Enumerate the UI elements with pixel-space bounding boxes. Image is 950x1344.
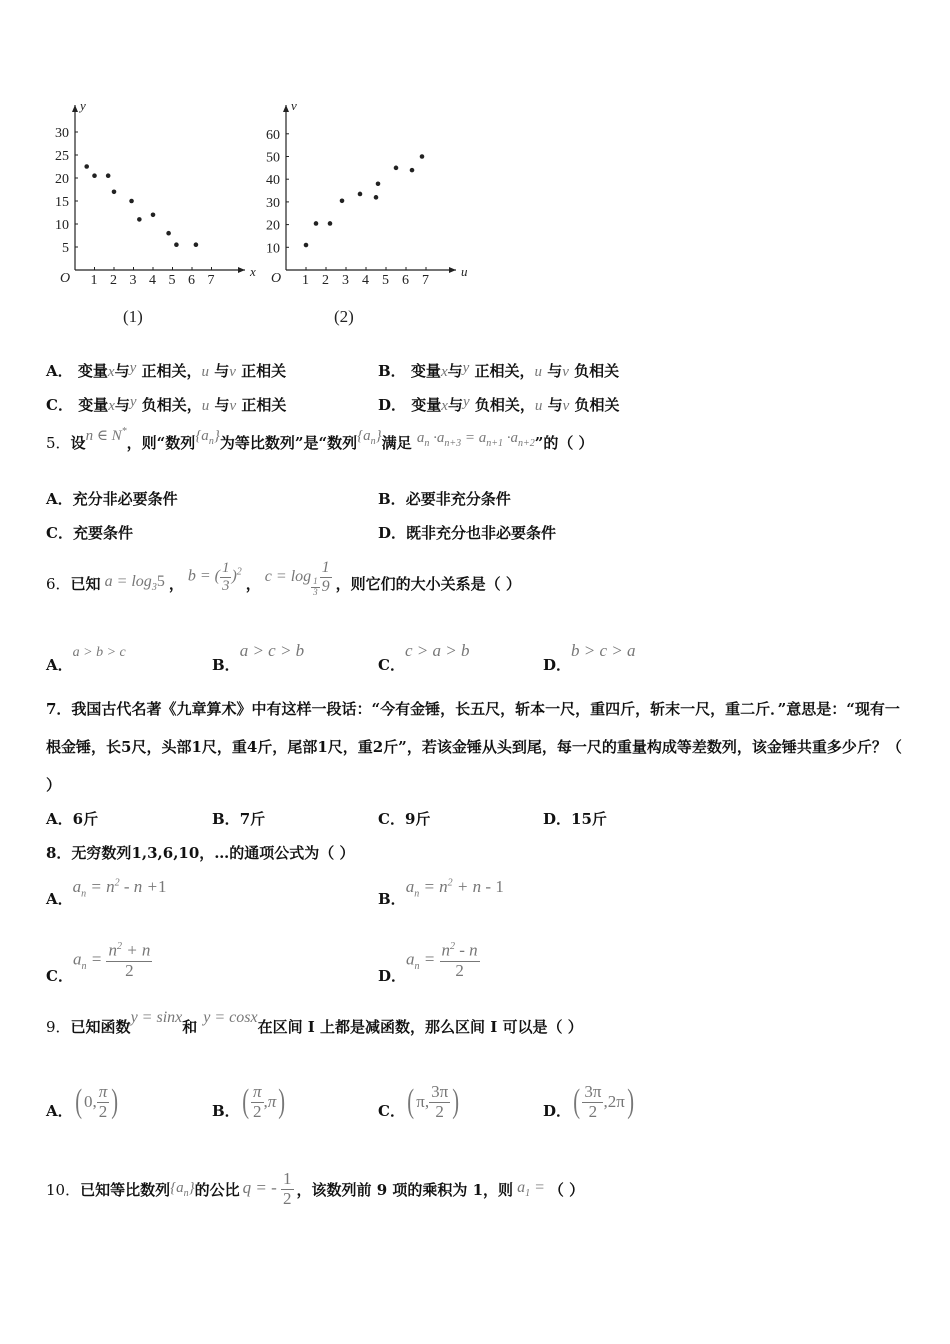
q8-option-b[interactable]	[378, 876, 504, 908]
data-point	[340, 198, 345, 203]
var-x: x	[440, 364, 448, 380]
stem-text: 设	[70, 434, 86, 452]
q4-option-a[interactable]	[46, 360, 286, 381]
math-n-in-N: n ∈ N*	[85, 426, 127, 444]
option-letter: D．	[378, 396, 407, 414]
q6-option-a[interactable]	[46, 640, 126, 674]
scatter-figures	[40, 98, 480, 338]
option-letter: B．	[378, 490, 406, 508]
y-tick-label: 20	[55, 172, 69, 187]
q5-option-a[interactable]	[46, 488, 178, 509]
q6-option-c[interactable]	[378, 640, 470, 674]
data-point	[394, 166, 399, 171]
option-letter: A．	[46, 490, 73, 508]
x-tick-label: 5	[382, 273, 389, 288]
data-point	[92, 173, 97, 178]
x-tick-label: 7	[207, 273, 215, 288]
option-text: 与	[542, 362, 563, 380]
option-text: 6斤	[72, 810, 99, 828]
var-x: x	[108, 398, 115, 414]
data-point	[376, 181, 381, 186]
data-point	[314, 221, 319, 226]
y-axis-arrow	[72, 105, 78, 112]
option-letter: A．	[46, 656, 73, 674]
x-tick-label: 2	[110, 273, 117, 288]
x-axis-arrow	[238, 267, 245, 273]
x-tick-label: 3	[129, 273, 137, 288]
option-text: 7斤	[239, 810, 266, 828]
y-axis-label: v	[291, 98, 297, 113]
stem-text: 已知函数	[70, 1018, 131, 1036]
option-math: $a_n = n^2 - n +1$	[72, 877, 167, 900]
option-letter: D．	[378, 524, 407, 542]
option-letter: C．	[46, 524, 73, 542]
var-x: x	[107, 364, 115, 380]
data-point	[328, 221, 333, 226]
math-seq-an: $\{a_n\}$	[195, 428, 220, 447]
option-text: 与	[447, 362, 463, 380]
y-tick-label: 50	[266, 150, 280, 166]
option-math: $a_n$ = $\frac{n^2 - n}{2}$	[406, 941, 478, 980]
y-tick-label: 25	[55, 149, 69, 164]
option-text: 负相关	[568, 362, 620, 380]
data-point	[420, 154, 425, 159]
option-letter: B．	[378, 362, 406, 380]
option-letter: B．	[212, 656, 240, 674]
stem-text: ，	[245, 574, 261, 593]
question-number: 9．	[46, 1018, 71, 1036]
var-v: v	[229, 398, 237, 414]
data-point	[374, 195, 379, 200]
option-letter: B．	[212, 1101, 240, 1120]
var-y: y	[129, 360, 137, 376]
origin-label: O	[60, 271, 71, 286]
question-10-stem	[46, 1166, 584, 1212]
origin-label: O	[271, 271, 282, 286]
scatter-plot-2	[266, 98, 468, 326]
data-point	[410, 168, 415, 173]
option-letter: C．	[46, 396, 73, 414]
q6-option-d[interactable]	[543, 640, 636, 674]
stem-text: ，则“数列	[126, 434, 196, 452]
figure-caption: (1)	[123, 307, 143, 326]
data-point	[304, 243, 309, 248]
option-text: 变量	[78, 396, 109, 414]
data-point	[129, 199, 134, 204]
option-text: 负相关，	[136, 396, 202, 414]
stem-text: 为等比数列”是“数列	[219, 434, 358, 452]
y-tick-label: 40	[266, 173, 280, 189]
option-text: 既非充分也非必要条件	[406, 524, 557, 542]
option-letter: D．	[543, 656, 572, 674]
x-axis-label: x	[250, 264, 256, 279]
math-q-value: q = - $\frac{1}{2}$	[242, 1168, 292, 1208]
option-letter: B．	[378, 890, 406, 908]
q5-option-d[interactable]	[378, 522, 556, 543]
math-seq-an: $\{a_n\}$	[170, 1179, 195, 1199]
option-math: c > a > b	[404, 641, 470, 660]
stem-text: 和	[182, 1018, 198, 1036]
q4-option-d[interactable]	[378, 394, 620, 415]
stem-text: （ ）	[548, 1180, 585, 1199]
x-axis-arrow	[449, 267, 456, 273]
q7-option-d[interactable]	[543, 808, 607, 829]
data-point	[137, 217, 142, 222]
q9-option-d[interactable]: D． ( $\frac{3\pi}{2}$ ,2π )	[543, 1081, 634, 1121]
option-math: $a_n = n^2 + n - 1$	[405, 877, 504, 900]
option-letter: C．	[378, 1101, 405, 1120]
option-text: 9斤	[404, 810, 431, 828]
x-tick-label: 4	[362, 273, 369, 288]
option-math: $a_n$ = $\frac{n^2 + n}{2}$	[72, 941, 151, 980]
option-letter: A．	[46, 810, 73, 828]
option-letter: D．	[543, 1101, 572, 1120]
option-text: 正相关，	[469, 362, 535, 380]
stem-text: ，	[168, 574, 184, 593]
var-u: u	[534, 398, 543, 414]
x-tick-label: 4	[149, 273, 156, 288]
option-letter: B．	[212, 810, 240, 828]
option-text: 与	[447, 396, 463, 414]
scatter-plot-1	[55, 98, 256, 326]
var-u: u	[534, 364, 543, 380]
option-math: a > b > c	[72, 645, 126, 660]
q7-option-c[interactable]	[378, 808, 430, 829]
q7-option-b[interactable]	[212, 808, 265, 829]
data-point	[194, 242, 199, 247]
y-tick-label: 20	[266, 218, 280, 234]
x-tick-label: 7	[422, 273, 429, 288]
var-v: v	[229, 364, 236, 380]
option-text: 正相关	[235, 362, 287, 380]
option-text: 与	[542, 396, 563, 414]
x-tick-label: 5	[168, 273, 176, 288]
math-a-def: $a = \log_35$	[104, 572, 165, 594]
math-a1: $a_1$ =	[517, 1178, 545, 1200]
option-letter: D．	[378, 966, 407, 985]
data-point	[151, 213, 156, 218]
option-text: 必要非充分条件	[405, 490, 511, 508]
option-text: 与	[208, 362, 230, 380]
stem-text: 的公比	[194, 1180, 240, 1199]
y-tick-label: 60	[266, 127, 280, 143]
option-text: 与	[114, 396, 130, 414]
data-point	[174, 242, 179, 247]
stem-text: 在区间 I 上都是减函数，那么区间 I 可以是（ ）	[257, 1018, 583, 1036]
option-letter: D．	[543, 810, 572, 828]
option-text: 正相关，	[136, 362, 202, 380]
option-letter: A．	[46, 890, 73, 908]
var-u: u	[201, 364, 209, 380]
data-point	[84, 164, 89, 169]
y-axis-arrow	[283, 105, 289, 112]
q8-option-a[interactable]	[46, 876, 167, 908]
q5-option-b[interactable]	[378, 488, 511, 509]
question-9-stem	[46, 1009, 583, 1037]
stem-text: ，则它们的大小关系是（ ）	[335, 574, 521, 593]
stem-text: ”的（ ）	[534, 434, 594, 452]
math-cos: y = cosx	[203, 1009, 258, 1026]
question-number: 10．	[46, 1180, 81, 1199]
option-letter: C．	[46, 966, 73, 985]
q4-option-b[interactable]	[378, 360, 619, 381]
x-tick-label: 1	[302, 273, 309, 288]
x-tick-label: 6	[188, 273, 195, 288]
data-point	[112, 190, 117, 195]
option-text: 与	[209, 396, 230, 414]
x-tick-label: 3	[342, 273, 349, 288]
option-math: a > c > b	[239, 641, 305, 660]
option-math: b > c > a	[571, 641, 636, 660]
q9-option-a[interactable]: A． ( 0, $\frac{\pi}{2}$ )	[46, 1081, 119, 1121]
option-letter: A．	[46, 1101, 73, 1120]
math-seq-an: $\{a_n\}$	[357, 428, 382, 447]
option-text: 15斤	[571, 810, 607, 828]
q8-option-c[interactable]	[46, 936, 152, 986]
q8-option-d[interactable]	[378, 936, 480, 986]
y-tick-label: 5	[62, 241, 69, 256]
stem-text: 已知等比数列	[80, 1180, 171, 1199]
q5-option-c[interactable]	[46, 522, 133, 543]
math-b-def: b = ( $\frac{1}{3}$ )$^2$	[187, 560, 242, 594]
var-v: v	[562, 398, 570, 414]
q6-option-b[interactable]	[212, 640, 305, 674]
option-letter: A．	[46, 362, 73, 380]
option-text: 充要条件	[72, 524, 133, 542]
option-text: 充分非必要条件	[72, 490, 178, 508]
y-tick-label: 30	[55, 126, 69, 141]
x-tick-label: 1	[90, 273, 98, 288]
y-tick-label: 15	[55, 195, 69, 210]
stem-text: ，该数列前 9 项的乘积为 1，则	[296, 1180, 514, 1199]
question-8-stem: 8．无穷数列1,3,6,10，…的通项公式为（ ）	[46, 844, 355, 862]
y-tick-label: 10	[266, 241, 280, 257]
var-x: x	[441, 398, 448, 414]
stem-text: 已知	[70, 574, 101, 593]
math-condition: $a_n \cdot a_{n+3} = a_{n+1} \cdot a_{n+2}$	[416, 430, 535, 449]
q9-option-b[interactable]: B． ( $\frac{\pi}{2}$ ,π )	[212, 1081, 286, 1121]
question-5-stem	[46, 426, 594, 455]
option-text: 变量	[411, 396, 442, 414]
x-axis-label: u	[461, 264, 468, 279]
question-6-stem	[46, 558, 521, 608]
var-y: y	[462, 394, 470, 410]
figure-caption: (2)	[334, 307, 354, 326]
y-tick-label: 30	[266, 195, 280, 211]
option-text: 负相关	[569, 396, 620, 414]
y-tick-label: 10	[55, 218, 69, 233]
math-sin: y = sinx	[130, 1009, 183, 1026]
var-u: u	[201, 398, 210, 414]
option-letter: C．	[378, 810, 405, 828]
option-text: 正相关	[236, 396, 287, 414]
math-c-def: c = log $\frac{1}{3}$ $\frac{1}{9}$	[264, 558, 330, 597]
var-y: y	[462, 360, 470, 376]
x-tick-label: 6	[402, 273, 409, 288]
option-text: 变量	[77, 362, 108, 380]
data-point	[358, 192, 363, 197]
var-v: v	[562, 364, 569, 380]
var-y: y	[129, 394, 137, 410]
q7-option-a[interactable]	[46, 808, 98, 829]
question-number: 6．	[46, 574, 71, 593]
option-text: 变量	[410, 362, 441, 380]
option-text: 与	[114, 362, 130, 380]
option-text: 负相关，	[469, 396, 535, 414]
stem-text: 满足	[381, 434, 412, 452]
question-number: 5．	[46, 434, 71, 452]
x-tick-label: 2	[322, 273, 329, 288]
question-7-stem: 7．我国古代名著《九章算术》中有这样一段话：“今有金锤，长五尺，斩本一尺，重四斤，斩末一尺，重二斤．”意思是：“现有一根金锤，长5尺，头部1尺，重4斤，尾部1尺，重2斤”，若该金锤从头到尾，每一尺的重量构成等差数列，该金锤共重多少斤？（ ）	[46, 700, 902, 794]
data-point	[166, 231, 171, 236]
q4-option-c[interactable]	[46, 394, 286, 415]
y-axis-label: y	[80, 98, 86, 113]
q9-option-c[interactable]: C． ( π, $\frac{3\pi}{2}$ )	[378, 1081, 460, 1121]
option-letter: C．	[378, 656, 405, 674]
data-point	[106, 173, 111, 178]
